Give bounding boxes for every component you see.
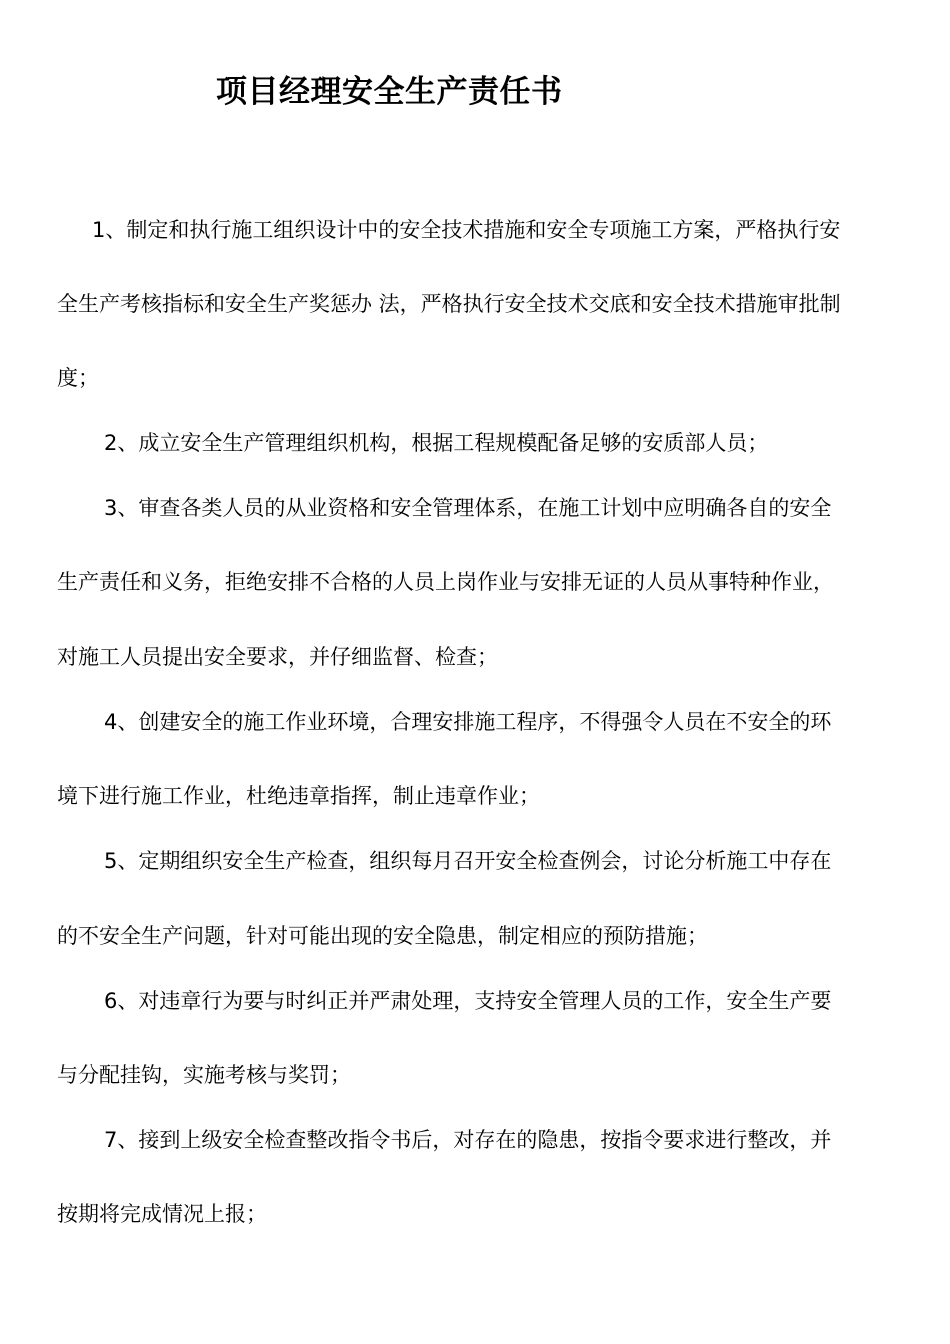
item-7-line-2: 按期将完成情况上报；	[57, 1202, 267, 1226]
item-4-line-2: 境下进行施工作业，杜绝违章指挥，制止违章作业；	[57, 784, 540, 808]
item-6-line-2: 与分配挂钩，实施考核与奖罚；	[57, 1063, 351, 1087]
item-5-line-1: 5、定期组织安全生产检查，组织每月召开安全检查例会，讨论分析施工中存在	[104, 849, 832, 873]
item-5-line-2: 的不安全生产问题，针对可能出现的安全隐患，制定相应的预防措施；	[57, 924, 708, 948]
item-4-line-1: 4、创建安全的施工作业环境，合理安排施工程序，不得强令人员在不安全的环	[104, 710, 832, 734]
item-1-line-2: 全生产考核指标和安全生产奖惩办 法，严格执行安全技术交底和安全技术措施审批制	[57, 292, 841, 316]
item-2-line-1: 2、成立安全生产管理组织机构，根据工程规模配备足够的安质部人员；	[104, 431, 769, 455]
item-3-line-2: 生产责任和义务，拒绝安排不合格的人员上岗作业与安排无证的人员从事特种作业，	[57, 570, 834, 594]
item-6-line-1: 6、对违章行为要与时纠正并严肃处理，支持安全管理人员的工作，安全生产要	[104, 989, 832, 1013]
item-3-line-3: 对施工人员提出安全要求，并仔细监督、检查；	[57, 645, 498, 669]
item-1-line-1: 1、制定和执行施工组织设计中的安全技术措施和安全专项施工方案，严格执行安	[92, 218, 841, 242]
item-7-line-1: 7、接到上级安全检查整改指令书后，对存在的隐患，按指令要求进行整改，并	[104, 1128, 832, 1152]
document-title: 项目经理安全生产责任书	[216, 74, 563, 110]
item-1-line-3: 度；	[57, 366, 99, 390]
item-3-line-1: 3、审查各类人员的从业资格和安全管理体系，在施工计划中应明确各自的安全	[104, 496, 832, 520]
